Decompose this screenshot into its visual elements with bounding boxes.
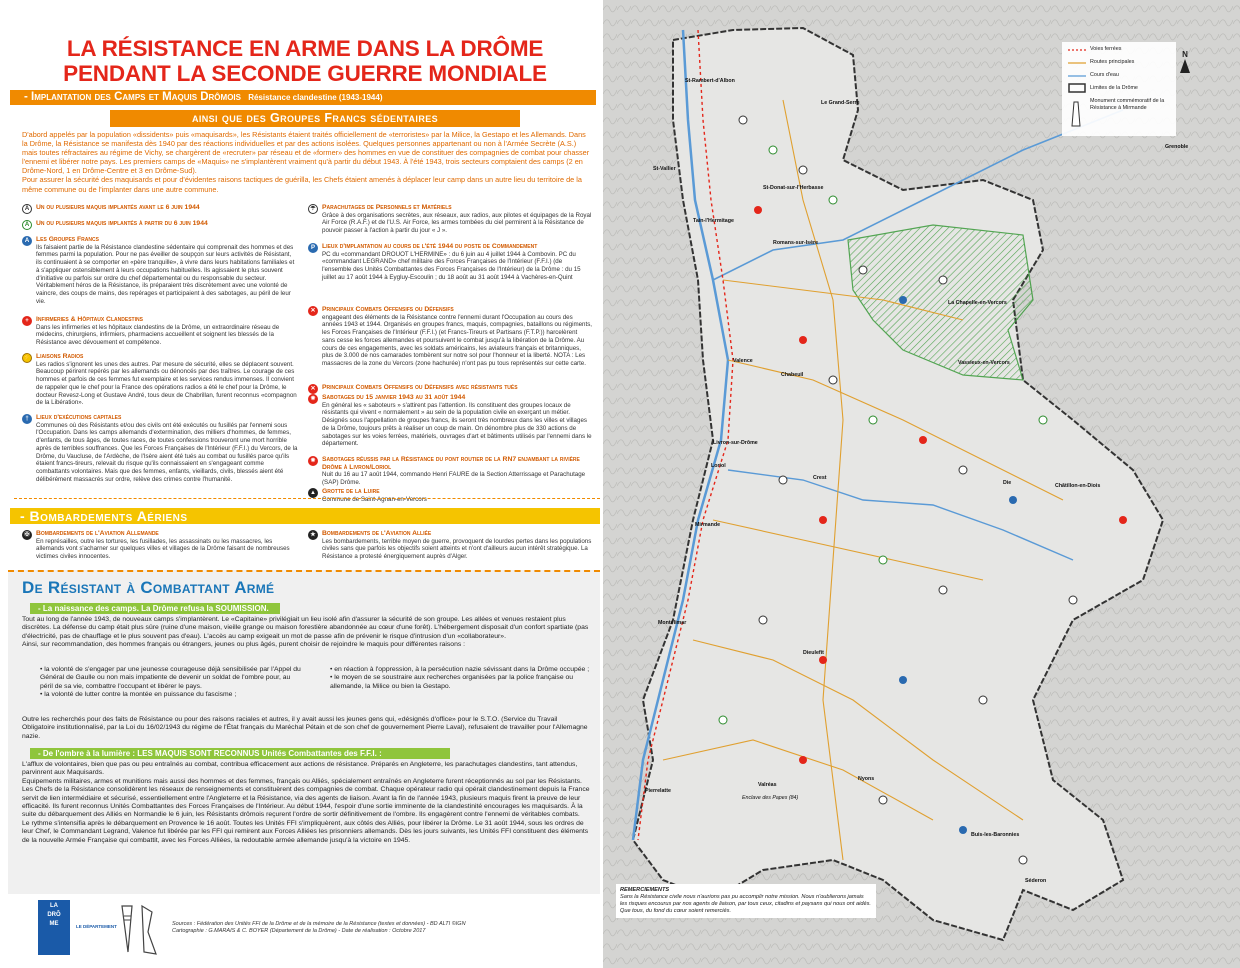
- implantation-bar: [10, 90, 596, 105]
- map-panel: [603, 0, 1240, 968]
- combattant-title: De Résistant à Combattant Armé: [22, 578, 275, 597]
- resistance-emblem-icon: [118, 902, 164, 958]
- town-label: Pierrelatte: [645, 788, 671, 794]
- town-label: Mirmande: [695, 522, 721, 528]
- intro-text: [22, 130, 590, 194]
- remerciements-title: REMERCIEMENTS: [620, 887, 670, 893]
- town-label: La Chapelle-en-Vercors: [948, 300, 1007, 306]
- legend-item-heading: Principaux Combats Offensifs ou Défensifs avec résistants tués: [322, 384, 518, 391]
- north-arrow-icon: [1180, 50, 1190, 73]
- title-line-1: LA RÉSISTANCE EN ARME DANS LA DRÔME: [66, 36, 544, 61]
- legend-item: [24, 204, 298, 212]
- legend-item-text: Les radios s'ignorent les unes des autres. Par mesure de sécurité, elles se déplacent souvent. Beaucoup périrent repérés par les allemands ou dénoncés par des traîtres. Le courage de ces hommes et parfois de ces femmes fut exemplaire et les services rendus immenses. Il convient de rappeler que le chef pour la France des opérations radios a été le chef pour la Drôme, le docteur Revesz-Long et Gustave André, tous deux de Chabrillan, furent reconnus «compagnon de la Libération».: [36, 360, 297, 407]
- combats-icon: ✕: [308, 306, 318, 316]
- grotte-icon: ▲: [308, 488, 318, 498]
- combats-tues-icon: ✕: [308, 384, 318, 394]
- left-panel: [0, 0, 603, 968]
- bomb-allemande-icon: ✠: [22, 530, 32, 540]
- legend-item-heading: Liaisons Radios: [36, 353, 84, 360]
- bullet-right-2: • le moyen de se soustraire aux recherches organisées par la police française ou allemande, la Milice ou bien la Gestapo.: [330, 674, 574, 690]
- logo-line-3: ME: [49, 921, 59, 927]
- combattant-p7: Le rythme s'intensifia après le débarquement en Provence le 16 août. Toutes les Unités FFI s'impliquèrent, aux côtés des Alliés, pour libérer la Drôme. Le 31 août 1944, sous les ordres de leur Chef, le Commandant Legrand, Valence fut libérée par les FFI qui remirent aux Forces Alliées les prisonniers allemands. Dès les jours suivants, les Unités FFI constituent des éléments de la nouvelle Armée Française qui combattit, avec les Forces Alliées, la redoutable armée allemande jusqu'à la victoire en 1945.: [22, 819, 589, 844]
- legend-item-text: Communes où des Résistants et/ou des civils ont été exécutés ou fusillés par l'ennemi sous l'Occupation. Dans les camps allemands d'extermination, des milliers d'hommes, de femmes, d'enfants, de tous âges, de toutes races, de toutes confessions trouveront une mort horrible après de terribles souffrances. Que les Forces Françaises de l'Intérieur (F.F.I.) du Vercors, de la Drôme, du Vaucluse, de l'Ardèche, de l'Isère aient été tués au combat ou fusillés parce qu'ils étaient francs-tireurs, relevait du risque qu'ils connaissaient en s'engageant comme combattants volontaires. Mais que des femmes, enfants, vieillards, civils, blessés aient été délibérément massacrés sur ordre, relève des crimes contre l'humanité.: [36, 421, 298, 483]
- groupes-francs-icon: A: [22, 236, 32, 246]
- town-label: St-Donat-sur-l'Herbasse: [763, 185, 824, 191]
- title-line-2: PENDANT LA SECONDE GUERRE MONDIALE: [63, 61, 547, 86]
- liaisons-radios-icon: ⚡: [23, 355, 31, 361]
- implantation-label: - Implantation des Camps et Maquis Drômois: [24, 91, 241, 103]
- legend-item-text: Grâce à des organisations secrètes, aux réseaux, aux radios, aux pilotes et équipages de la Royal Air Force (R.A.F.) et de l'U.S. Air Force, les armes tombées du ciel permirent à la Résistance de pouvoir passer à l'action à partir du jour « J ».: [322, 211, 592, 235]
- combattant-bullets-left: [40, 666, 305, 700]
- town-label: Nyons: [858, 776, 875, 782]
- town-label: Châtillon-en-Diois: [1055, 483, 1101, 489]
- page-title: [20, 36, 590, 86]
- legend-item: [310, 488, 592, 503]
- intro-p1: D'abord appelés par la population «dissidents» puis «maquisards», les Résistants étaient traités officiellement de «terroristes» par la Milice, la Gestapo et les Allemands. Dans la Drôme, la Résistance se manifesta dès 1940 par des réactions individuelles et par des actions isolées. Quelques personnes appartenant ou non à l'Armée Secrète (A.S.) mais toutes réfractaires au régime de Vichy, se chargèrent de «recruter» par réseau et de «former» des hommes en vue de constituer des compagnies de combat pour chasser l'ennemi et libérer notre pays. Les premiers camps de «Maquis» ne s'implantèrent vraiment qu'à partir du début 1943. À l'été 1943, trois secteurs comptaient des camps (2 en Drôme-Nord, 1 en Drôme-Centre et 3 en Drôme-Sud).: [22, 130, 590, 176]
- town-label: Crest: [813, 475, 827, 481]
- drome-map-svg: [603, 0, 1240, 968]
- combattant-p6: Les Chefs de la Résistance consolidèrent les réseaux de renseignements et constituèrent des compagnies de combat. Chaque opérateur radio qui opérait clandestinement depuis la France servit de lien intermédiaire et sécurisé, essentiellement entre l'Angleterre et la Résistance, via des agents de liaison. Avant la fin de l'année 1943, plusieurs maquis firent la preuve de leur efficacité. Ils furent reconnus Unités Combattantes des Forces Françaises de l'Intérieur. Au début 1944, l'espoir d'une sortie imminente de la clandestinité encourages les maquisards. À la suite du débarquement des Alliés en Normandie le 6 juin, les Résistants drômois reçurent l'ordre de sortir définitivement de l'ombre. Ils engagèrent contre l'ennemi de véritables combats.: [22, 786, 590, 819]
- town-label: Montélimar: [658, 620, 687, 626]
- legend-item-heading: Un ou plusieurs maquis implantés à partir du 6 juin 1944: [36, 220, 208, 227]
- bullet-left-2: • la volonté de lutter contre la montée en puissance du fascisme ;: [40, 691, 237, 699]
- legend-item-heading: Un ou plusieurs maquis implantés avant le 6 juin 1944: [36, 204, 200, 211]
- town-label: St-Vallier: [653, 166, 676, 172]
- legend-swatches: [1066, 46, 1088, 134]
- sabotages-icon: ✸: [308, 394, 318, 404]
- legend-bomb-allemande: [24, 530, 298, 561]
- town-label: Valence: [733, 358, 753, 364]
- legend-item-heading: Lieux d'exécutions capitales: [36, 414, 122, 421]
- town-label: Livron-sur-Drôme: [713, 440, 758, 446]
- legend-item-heading: Les Groupes Francs: [36, 236, 99, 243]
- drome-logo: [38, 900, 70, 955]
- town-label: Valréas: [758, 782, 777, 788]
- town-label: Vassieux-en-Vercors: [958, 360, 1010, 366]
- maquis-before-icon: A: [22, 204, 32, 214]
- logo-caption: LE DÉPARTEMENT: [76, 924, 117, 929]
- legend-item-heading: Grotte de la Luire: [322, 488, 380, 495]
- legend-item-text: En général les « saboteurs » s'attirent pas l'attention. Ils constituent des groupes locaux de résistants qui vivent « normalement » au sein de la population civile en exerçant un métier. Désignés sous l'appellation de groupes francs, ils seront très nombreux dans les villes et villages de la Drôme, toujours prêts à réaliser un coup de main. On dénombre plus de 330 actions de sabotages sur les voies ferrées, matériels, ouvrages d'art et bâtiments utilisés par l'ennemi dans le département.: [322, 401, 592, 448]
- combattant-bar-2: - De l'ombre à la lumière : LES MAQUIS SONT RECONNUS Unités Combattantes des F.F.I. :: [30, 748, 450, 759]
- bomb-allemande-heading: Bombardements de l'Aviation Allemande: [36, 530, 159, 537]
- enclave-label: Enclave des Papes (84): [742, 795, 799, 801]
- combattant-p5: Equipements militaires, armes et munitions mais aussi des hommes et des femmes, français ou Alliés, spécialement entraînés en Angleterre furent réceptionnés au sol par les Résistants.: [22, 777, 582, 785]
- bullet-left-1-text: la volonté de s'engager par une jeunesse courageuse déjà sensibilisée par l'Appel du Général de Gaulle ou non mais impatiente de devenir un soldat de l'ombre pour, au péril de sa vie, combattre l'occupant et libérer le pays.: [40, 666, 301, 690]
- legend-item: [25, 316, 298, 347]
- section-divider: [14, 498, 600, 499]
- combattant-bar-1: - La naissance des camps. La Drôme refusa la SOUMISSION.: [30, 603, 280, 614]
- legend-voies-ferrees: Voies ferrées: [1090, 46, 1122, 52]
- town-label: Le Grand-Serre: [821, 100, 860, 106]
- town-label: Dieulefit: [803, 650, 824, 656]
- legend-item-text: Nuit du 16 au 17 août 1944, commando Henri FAURE de la Section Atterrissage et Parachutage (SAP) Drôme.: [322, 471, 586, 487]
- infirmerie-icon: +: [22, 316, 32, 326]
- implantation-sub: Résistance clandestine (1943-1944): [248, 93, 383, 102]
- town-label: St-Rambert-d'Albon: [685, 78, 735, 84]
- legend-cours-eau: Cours d'eau: [1090, 72, 1119, 78]
- legend-item-heading: Sabotages réussis par la Résistance du pont routier de la RN7 enjambant la rivière Drôme à Livron/Loriol: [322, 456, 580, 471]
- legend-item: [310, 243, 592, 282]
- town-label: Loriol: [711, 463, 726, 469]
- bullet-right-2-text: le moyen de se soustraire aux recherches organisées par la police française ou allemande, la Milice ou bien la Gestapo.: [330, 674, 574, 690]
- combattant-p3: Outre les recherchés pour des faits de Résistance ou pour des raisons raciales et autres, il y avait aussi les jeunes gens qui, «désignés d'office» pour le S.T.O. (Service du Travail Obligatoire institutionnalisé, par la Loi du 16/02/1943 du régime de l'État français du Maréchal Pétain et de son chef de gouvernement Pierre Laval), refusaient de travailler pour l'Allemagne nazie.: [22, 716, 588, 740]
- parachutages-icon: ☂: [308, 204, 318, 214]
- remerciements-box: [616, 884, 876, 918]
- legend-item: [23, 353, 298, 407]
- town-label: Tain-l'Hermitage: [693, 218, 734, 224]
- logo-line-2: DRÔ: [47, 912, 61, 918]
- bomb-alliee-heading: Bombardements de l'Aviation Alliée: [322, 530, 432, 537]
- combattant-p2: Ainsi, sur recommandation, des hommes français ou étrangers, jeunes ou plus âgés, purent choisir de rejoindre le maquis pour différentes raisons :: [22, 641, 466, 649]
- logo-line-1: LA: [50, 903, 58, 909]
- town-label: Grenoble: [1165, 144, 1189, 150]
- legend-item: [24, 220, 298, 228]
- bombardements-header: - Bombardements Aériens: [10, 508, 600, 524]
- maquis-after-icon: A: [22, 220, 32, 230]
- rn7-icon: ✸: [308, 456, 318, 466]
- north-label: N: [1182, 50, 1188, 59]
- legend-monument: Monument commémoratif de la Résistance à Mirmande: [1090, 98, 1165, 111]
- legend-item: [310, 384, 592, 392]
- legend-item-text: Dans les infirmeries et les hôpitaux clandestins de la Drôme, un extraordinaire réseau de médecins, chirurgiens, infirmiers, pharmaciens accueillent et soignent les blessés de la Résistance avec dévouement et compétence.: [36, 323, 280, 347]
- commandement-icon: P: [308, 243, 318, 253]
- sources-text: Sources : Fédération des Unités FFI de la Drôme et de la mémoire de la Résistance (textes et données) - BD ALTI ©IGN: [172, 921, 466, 927]
- legend-item-text: PC du «commandant DROUOT L'HERMINE» : du 6 juin au 4 juillet 1944 à Combovin. PC du «commandant LEGRAND» chef militaire des Forces Françaises de l'Intérieur (F.F.I.) (de l'ensemble des Unités Combattantes des Forces Françaises de l'Intérieur) de la Drôme : du 15 juillet au 17 août 1944 à Eygluy-Escoulin ; du 18 août au 31 août 1944 à Vachères-en-Quint: [322, 250, 581, 281]
- legend-item: [24, 236, 298, 305]
- bomb-alliee-text: Les bombardements, terrible moyen de guerre, provoquent de lourdes pertes dans les populations civiles sans que parfois les objectifs soient atteints et n'ont d'ailleurs aucun intérêt stratégique. La Résistance a protesté énergiquement auprès d'Alger.: [322, 537, 592, 561]
- bullet-left-1: • la volonté de s'engager par une jeunesse courageuse déjà sensibilisée par l'Appel du Général de Gaulle ou non mais impatiente de devenir un soldat de l'ombre pour, au péril de sa vie, combattre l'occupant et libérer le pays.: [40, 666, 301, 690]
- intro-p2: Pour assurer la sécurité des maquisards et pour d'évidentes raisons tactiques de guérilla, les Chefs étaient amenés à déplacer leur camp dans un autre lieu du territoire de la même commune ou de l'implanter dans une autre commune.: [22, 175, 582, 194]
- combattant-block-1: [22, 616, 592, 650]
- legend-item: [310, 306, 593, 368]
- legend-item: [310, 204, 592, 235]
- legend-item: [310, 456, 592, 487]
- legend-item: [310, 394, 592, 448]
- combattant-block-2: [22, 761, 592, 845]
- map-legend: [1062, 42, 1176, 136]
- bullet-left-2-text: la volonté de lutter contre la montée en puissance du fascisme ;: [44, 691, 237, 699]
- legend-item-heading: Lieux d'implantation au cours de l'été 1944 du poste de Commandement: [322, 243, 538, 250]
- bullet-right-1: • en réaction à l'oppression, à la persécution nazie sévissant dans la Drôme occupée ;: [330, 666, 590, 673]
- town-label: Séderon: [1025, 878, 1047, 884]
- town-label: Chabeuil: [781, 372, 804, 378]
- executions-icon: †: [22, 414, 32, 424]
- town-label: Buis-les-Baronnies: [971, 832, 1020, 838]
- legend-item-text: Commune de Saint-Agnan-en-Vercors: [322, 495, 427, 503]
- legend-bomb-alliee: [310, 530, 592, 561]
- legend-item-text: Ils faisaient partie de la Résistance clandestine sédentaire qui comprenait des hommes et des femmes parmi la population. Pour ne pas éveiller de soupçon sur leurs activités de Résistant, ils continuaient à se comporter en «père tranquille», à vivre dans leurs habitations familiales et à s'appliquer ostensiblement à leurs occupations habituelles. Ils agissaient le plus souvent d'initiative ou parfois sur ordre du chef départemental ou du responsable du secteur. Véritablement héros de la Résistance, ils préparaient très discrètement avec une volonté de vaincre, des coups de mains, des repérages et participaient à des sabotages, au péril de leur vie.: [36, 243, 295, 305]
- legend-item: [25, 414, 298, 483]
- combattant-p4: L'afflux de volontaires, bien que pas ou peu entraînés au combat, contribua efficacement aux actions de résistance. Préparés en Angleterre, les parachutages clandestins, tant attendus, parvinrent aux Maquisards.: [22, 761, 578, 777]
- town-label: Romans-sur-Isère: [773, 240, 819, 246]
- combattant-p1: Tout au long de l'année 1943, de nouveaux camps s'implantèrent. Le «Capitaine» privilégiait un lieu isolé afin d'assurer la sécurité de son groupe. Les allées et venues restaient plus discrètes. La défense du camp était plus sûre (ruine d'une maison, vieille grange ou maison forestière abandonnée au cœur d'une forêt). L'hébergement disposait d'un confort spartiate (pas d'électricité, pas de chauffage et le plus souvent pas d'eau). L'accès au camp exigeait un mot de passe afin de prévenir le risque d'intrusion d'un «collaborateur».: [22, 616, 589, 640]
- combattant-bullets-right: [330, 666, 592, 691]
- bomb-allemande-text: En représailles, outre les tortures, les fusillades, les assassinats ou les massacres, les allemands vont s'acharner sur quelques villes et villages de la Drôme faisant de nombreuses victimes civiles innocentes.: [36, 537, 290, 561]
- legend-routes: Routes principales: [1090, 59, 1135, 65]
- sources-block: [172, 921, 466, 935]
- groupes-francs-header: ainsi que des Groupes Francs sédentaires: [110, 110, 520, 127]
- legend-limites: Limites de la Drôme: [1090, 85, 1138, 91]
- north-arrow-shape: [1180, 59, 1190, 73]
- bullet-right-1-text: en réaction à l'oppression, à la persécution nazie sévissant dans la Drôme occupée ;: [334, 666, 590, 673]
- legend-item-heading: Infirmeries & Hôpitaux Clandestins: [36, 316, 143, 323]
- bomb-alliee-icon: ★: [308, 530, 318, 540]
- legend-item-text: engageant des éléments de la Résistance contre l'ennemi durant l'Occupation au cours des années 1943 et 1944. Organisés en groupes francs, maquis, compagnies, bataillons ou régiments, les Forces Françaises de l'Intérieur (F.F.I.) (et Francs-Tireurs et Partisans (F.T.P.)) harcelèrent sans cesse les forces allemandes et poursuivent le combat jusqu'à la libération de la Drôme. Au cours de ces engagements, avec les soldats américains, les aviateurs français et britanniques, plus de 3.000 de nos camarades tombèrent sur notre sol pour l'honneur et la liberté. NOTA : Les massacres de la zone du Vercors (zone hachurée) n'ont pas pu tous représentés sur cette carte.: [322, 313, 593, 367]
- legend-item-heading: Parachutages de Personnels et Matériels: [322, 204, 452, 211]
- cartographie-text: Cartographie : G.MARAIS & C. BOYER (Département de la Drôme) - Date de réalisation : Octobre 2017: [172, 928, 426, 934]
- legend-item-heading: Principaux Combats Offensifs ou Défensifs: [322, 306, 454, 313]
- remerciements-text: Sans la Résistance civile nous n'aurions pas pu accomplir notre mission. Nous n'oublierons jamais les risques encourus par nos agents de liaison, par tous ceux, citadins et paysans qui nous ont aidés. Que tous, du fond du cœur soient remerciés.: [620, 894, 871, 914]
- town-label: Die: [1003, 480, 1012, 486]
- legend-item-heading: Sabotages du 15 janvier 1943 au 31 août 1944: [322, 394, 466, 401]
